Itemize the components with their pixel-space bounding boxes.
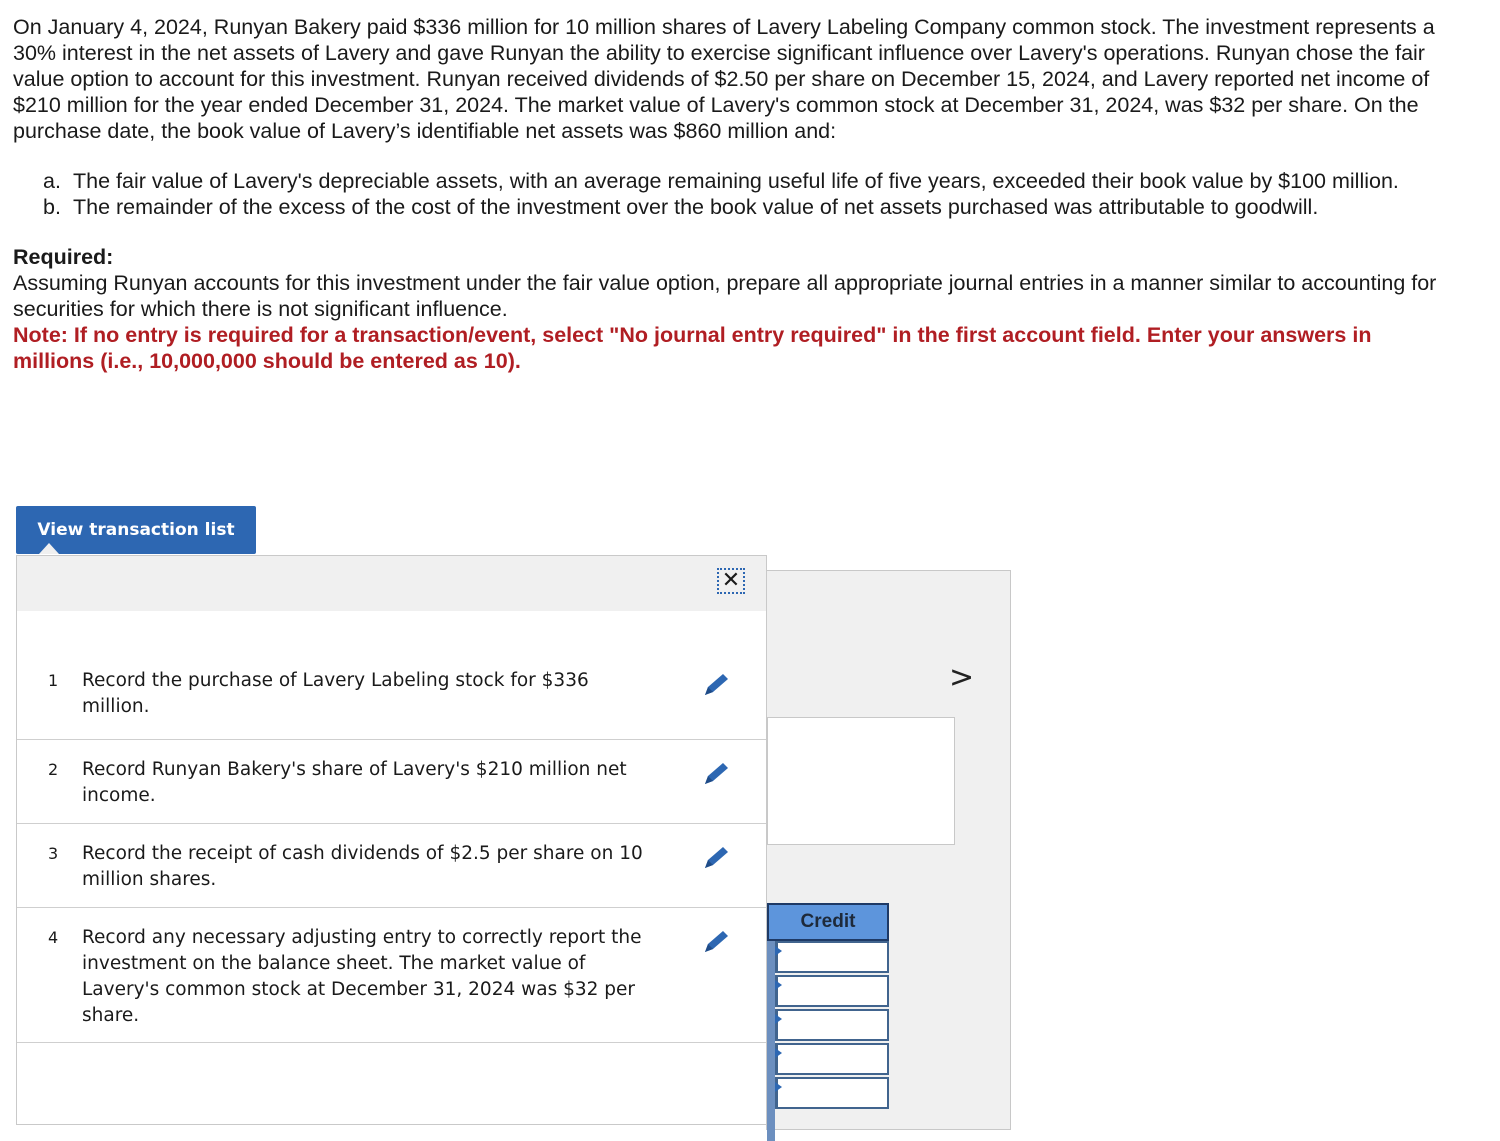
credit-column-header: Credit bbox=[767, 903, 889, 941]
transaction-description: Record Runyan Bakery's share of Lavery's $210 million net income. bbox=[82, 759, 627, 806]
transaction-description: Record any necessary adjusting entry to correctly report the investment on the balance sheet. The market value of Lavery's common stock at December 31, 2024 was $32 per share. bbox=[82, 927, 642, 1026]
popup-pointer bbox=[39, 543, 59, 554]
transaction-number: 1 bbox=[48, 671, 59, 690]
credit-input[interactable] bbox=[775, 1043, 889, 1075]
debit-column-edge bbox=[767, 941, 775, 1141]
required-text: Assuming Runyan accounts for this investment under the fair value option, prepare all appropriate journal entries in a manner similar to accounting for securities for which there is not significant influence. bbox=[13, 271, 1437, 321]
popup-header bbox=[17, 556, 766, 611]
part-item bbox=[13, 194, 1453, 220]
view-transaction-list-button[interactable]: View transaction list bbox=[16, 506, 256, 554]
journal-worksheet bbox=[766, 570, 1011, 1130]
problem-parts bbox=[13, 168, 1453, 220]
transaction-row bbox=[17, 740, 766, 824]
instruction-note: Note: If no entry is required for a transaction/event, select "No journal entry required" in the first account field. Enter your answers in millions (i.e., 10,000,000 should be entered as 10). bbox=[13, 323, 1372, 373]
transaction-number: 4 bbox=[48, 928, 59, 947]
credit-input[interactable] bbox=[775, 941, 889, 973]
credit-input[interactable] bbox=[775, 1077, 889, 1109]
part-text: The remainder of the excess of the cost of the investment over the book value of net assets purchased was attributable to goodwill. bbox=[73, 195, 1319, 219]
part-marker: b. bbox=[43, 195, 61, 219]
transaction-description: Record the purchase of Lavery Labeling stock for $336 million. bbox=[82, 670, 589, 717]
transaction-description: Record the receipt of cash dividends of $2.5 per share on 10 million shares. bbox=[82, 843, 643, 890]
next-arrow-icon[interactable]: > bbox=[949, 660, 975, 695]
required-heading: Required: bbox=[13, 245, 114, 269]
edit-pencil-icon[interactable] bbox=[699, 928, 735, 956]
worksheet-panel bbox=[767, 717, 955, 845]
part-text: The fair value of Lavery's depreciable assets, with an average remaining useful life of five years, exceeded their book value by $100 million. bbox=[73, 169, 1399, 193]
part-item bbox=[13, 168, 1453, 194]
credit-input[interactable] bbox=[775, 975, 889, 1007]
edit-pencil-icon[interactable] bbox=[699, 844, 735, 872]
transaction-row bbox=[17, 908, 766, 1043]
transaction-row bbox=[17, 667, 766, 740]
problem-statement bbox=[13, 14, 1453, 374]
transaction-list bbox=[17, 667, 766, 1043]
transaction-number: 3 bbox=[48, 844, 59, 863]
transaction-list-popup bbox=[16, 555, 767, 1125]
credit-input[interactable] bbox=[775, 1009, 889, 1041]
transaction-row bbox=[17, 824, 766, 908]
edit-pencil-icon[interactable] bbox=[699, 760, 735, 788]
edit-pencil-icon[interactable] bbox=[699, 671, 735, 699]
problem-intro: On January 4, 2024, Runyan Bakery paid $336 million for 10 million shares of Lavery Labeling Company common stock. The investment represents a 30% interest in the net assets of Lavery and gave Runyan the ability to exercise significant influence over Lavery's operations. Runyan chose the fair value option to account for this investment. Runyan received dividends of $2.50 per share on December 15, 2024, and Lavery reported net income of $210 million for the year ended December 31, 2024. The market value of Lavery's common stock at December 31, 2024, was $32 per share. On the purchase date, the book value of Lavery’s identifiable net assets was $860 million and: bbox=[13, 15, 1435, 143]
transaction-number: 2 bbox=[48, 760, 59, 779]
close-icon[interactable]: ✕ bbox=[717, 568, 745, 594]
part-marker: a. bbox=[43, 169, 61, 193]
